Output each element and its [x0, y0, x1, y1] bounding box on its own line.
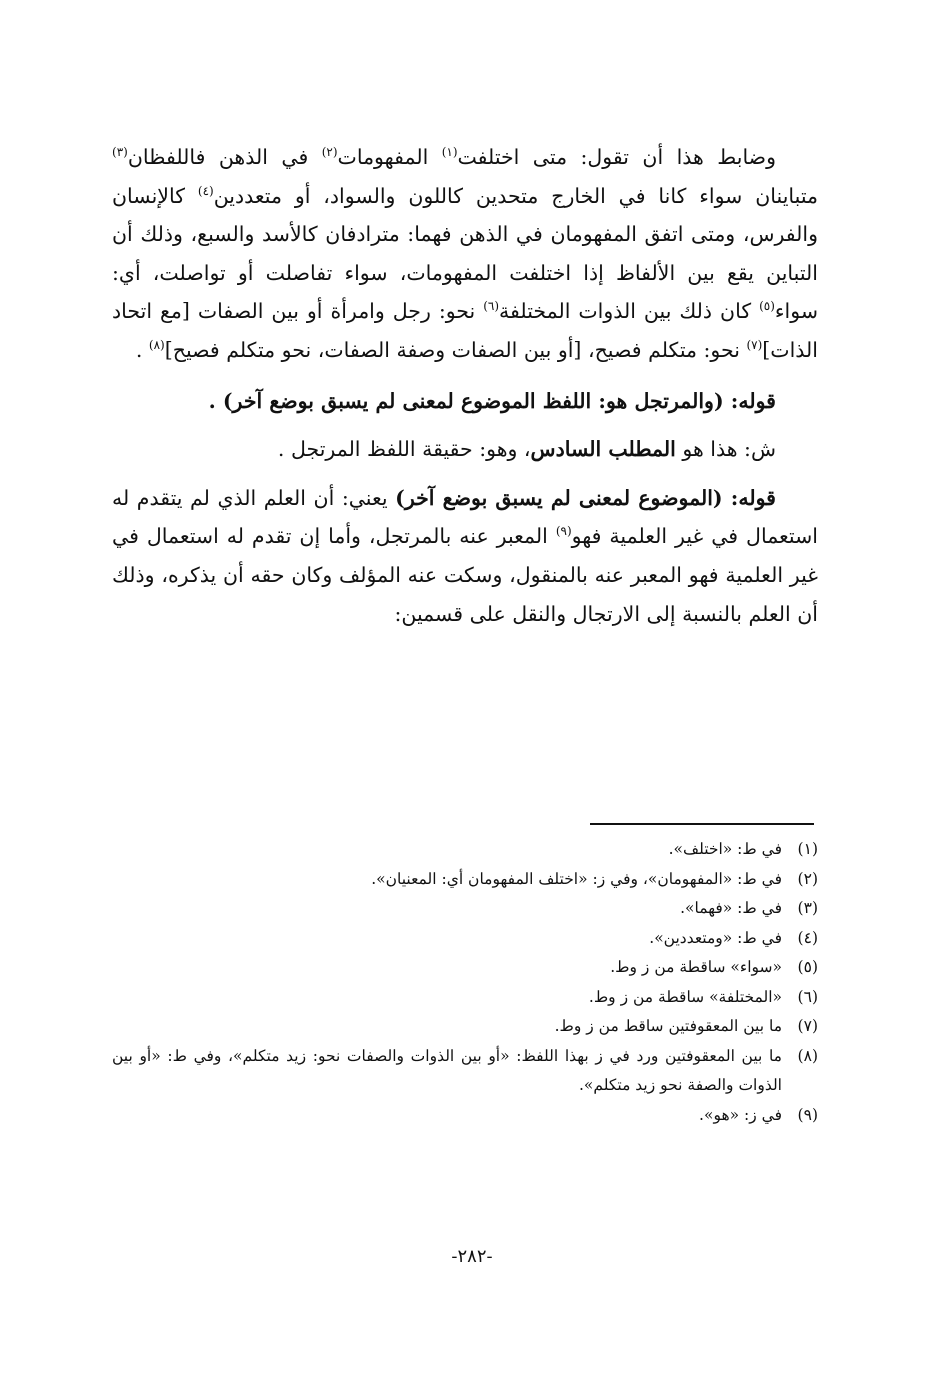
footnote-ref: (٩) [555, 524, 572, 539]
footnote-number: (١) [797, 840, 818, 858]
footnote-ref: (٣) [112, 145, 128, 160]
footnote-number: (٧) [797, 1017, 818, 1035]
text-run: . [135, 337, 149, 362]
footnote-number: (٢) [797, 869, 818, 888]
paragraph-3 [112, 430, 818, 469]
footnote-text: «سواء» ساقطة من ز وط. [610, 958, 782, 976]
text-run: كالإنسان والفرس، ومتى اتفق المفهومان في الذهن فهما: مترادفان كالأسد والسبع، وذلك أن التباين يقع بين الألفاظ إذا اختلفت المفهومات، سواء تفاصلت أو تواصلت، أي: سواء [112, 183, 818, 324]
quoted-definition: قوله: (والمرتجل هو: اللفظ الموضوع لمعنى لم يسبق بوضع آخر) . [208, 388, 776, 413]
footnote-number: (٦) [797, 987, 818, 1006]
paragraph-1 [112, 138, 818, 370]
footnote [112, 983, 818, 1013]
section-term: المطلب السادس [530, 437, 676, 462]
paragraph-2 [112, 382, 818, 421]
footnote-text: في ط: «المفهومان»، وفي ز: «اختلف المفهومان أي: المعنيان». [371, 869, 782, 888]
footnote-ref: (١) [441, 145, 458, 160]
footnote-text: ما بين المعقوفتين ورد في ز بهذا اللفظ: «أو بين الذوات والصفات نحو: زيد متكلم»، وفي ط: «أو بين الذوات والصفة نحو زيد متكلم». [112, 1046, 782, 1094]
footnote [112, 1042, 818, 1101]
page-number: -٢٨٢- [451, 1246, 493, 1267]
footnote-text: في ط: «ومتعددين». [649, 928, 782, 947]
footnote-number: (٩) [797, 1105, 818, 1124]
footnote-number: (٨) [797, 1046, 818, 1065]
footnote-ref: (٢) [321, 145, 338, 160]
footnote-number: (٥) [797, 958, 818, 976]
text-run: نحو: متكلم فصيح، [أو بين الصفات وصفة الصفات، نحو متكلم فصيح] [164, 337, 747, 362]
footnote [112, 835, 818, 865]
footnote-text: في ز: «هو». [699, 1105, 782, 1124]
text-run: نحو: رجل وامرأة أو بين الصفات [مع اتحاد الذات] [112, 299, 818, 362]
quoted-definition: قوله: (الموضوع لمعنى لم يسبق بوضع آخر) [395, 485, 776, 510]
footnote [112, 924, 818, 954]
footnote-text: في ط: «فهما». [680, 899, 782, 917]
main-text [112, 138, 818, 633]
footnote-divider [590, 823, 814, 825]
footnote [112, 1012, 818, 1042]
text-run: في الذهن فاللفظان [127, 145, 322, 169]
text-run: المفهومات [337, 145, 442, 169]
footnote-number: (٣) [797, 899, 818, 917]
footnote-ref: (٧) [746, 338, 763, 353]
text-run: ، وهو: حقيقة اللفظ المرتجل . [277, 437, 531, 462]
footnote-ref: (٥) [759, 299, 775, 314]
footnote-number: (٤) [797, 928, 818, 947]
text-run: ش: هذا هو [675, 437, 776, 462]
footnote-ref: (٨) [148, 338, 165, 353]
text-run: يعني: أن العلم الذي لم يتقدم له استعمال في غير العلمية فهو [112, 485, 818, 549]
text-run: كان ذلك بين الذوات المختلفة [499, 299, 760, 324]
footnote [112, 953, 818, 983]
text-run: وضابط هذا أن تقول: متى اختلفت [457, 145, 776, 169]
paragraph-4 [112, 479, 818, 633]
text-run: المعبر عنه بالمرتجل، وأما إن تقدم له استعمال في غير العلمية فهو المعبر عنه بالمنقول، وسكت عنه المؤلف وكان حقه أن يذكره، وذلك أن العلم بالنسبة إلى الارتجال والنقل على قسمين: [112, 524, 818, 626]
footnote-text: «المختلفة» ساقطة من ز وط. [588, 987, 782, 1006]
footnote-ref: (٦) [483, 299, 500, 314]
footnote [112, 894, 818, 924]
footnote-text: ما بين المعقوفتين ساقط من ز وط. [554, 1017, 782, 1035]
text-run: متباينان سواء كانا في الخارج متحدين كاللون والسواد، أو متعددين [213, 183, 818, 208]
footnote [112, 865, 818, 895]
footnote-text: في ط: «اختلف». [668, 840, 782, 858]
footnote-ref: (٤) [197, 183, 214, 198]
footnote [112, 1101, 818, 1131]
footnotes-list [112, 835, 818, 1130]
